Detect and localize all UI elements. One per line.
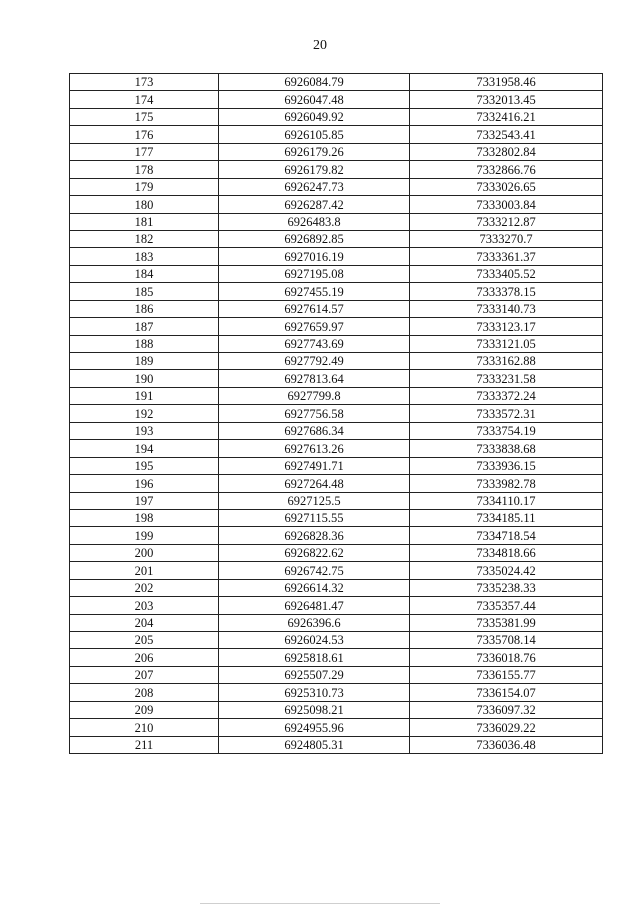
x-coordinate-cell: 6927264.48 bbox=[219, 475, 410, 492]
table-row bbox=[70, 265, 603, 282]
table-row bbox=[70, 178, 603, 195]
y-coordinate-cell: 7336018.76 bbox=[410, 649, 603, 666]
x-coordinate-cell: 6927016.19 bbox=[219, 248, 410, 265]
table-row bbox=[70, 108, 603, 125]
table-row bbox=[70, 353, 603, 370]
x-coordinate-cell: 6925098.21 bbox=[219, 701, 410, 718]
table-row bbox=[70, 649, 603, 666]
y-coordinate-cell: 7333026.65 bbox=[410, 178, 603, 195]
y-coordinate-cell: 7333140.73 bbox=[410, 300, 603, 317]
point-number-cell: 193 bbox=[70, 422, 219, 439]
point-number-cell: 207 bbox=[70, 666, 219, 683]
x-coordinate-cell: 6926179.82 bbox=[219, 161, 410, 178]
y-coordinate-cell: 7332543.41 bbox=[410, 126, 603, 143]
x-coordinate-cell: 6925818.61 bbox=[219, 649, 410, 666]
y-coordinate-cell: 7333372.24 bbox=[410, 387, 603, 404]
table-row bbox=[70, 422, 603, 439]
point-number-cell: 208 bbox=[70, 684, 219, 701]
point-number-cell: 192 bbox=[70, 405, 219, 422]
table-row bbox=[70, 318, 603, 335]
x-coordinate-cell: 6926024.53 bbox=[219, 632, 410, 649]
table-row bbox=[70, 632, 603, 649]
point-number-cell: 183 bbox=[70, 248, 219, 265]
table-row bbox=[70, 213, 603, 230]
table-row bbox=[70, 562, 603, 579]
y-coordinate-cell: 7333123.17 bbox=[410, 318, 603, 335]
point-number-cell: 205 bbox=[70, 632, 219, 649]
x-coordinate-cell: 6925310.73 bbox=[219, 684, 410, 701]
x-coordinate-cell: 6927792.49 bbox=[219, 353, 410, 370]
point-number-cell: 204 bbox=[70, 614, 219, 631]
point-number-cell: 177 bbox=[70, 143, 219, 160]
y-coordinate-cell: 7336154.07 bbox=[410, 684, 603, 701]
y-coordinate-cell: 7333754.19 bbox=[410, 422, 603, 439]
point-number-cell: 185 bbox=[70, 283, 219, 300]
coordinates-table-body bbox=[70, 74, 603, 754]
point-number-cell: 195 bbox=[70, 457, 219, 474]
y-coordinate-cell: 7333572.31 bbox=[410, 405, 603, 422]
y-coordinate-cell: 7333361.37 bbox=[410, 248, 603, 265]
y-coordinate-cell: 7333121.05 bbox=[410, 335, 603, 352]
x-coordinate-cell: 6927491.71 bbox=[219, 457, 410, 474]
x-coordinate-cell: 6926179.26 bbox=[219, 143, 410, 160]
y-coordinate-cell: 7335357.44 bbox=[410, 597, 603, 614]
x-coordinate-cell: 6927613.26 bbox=[219, 440, 410, 457]
y-coordinate-cell: 7332802.84 bbox=[410, 143, 603, 160]
point-number-cell: 189 bbox=[70, 353, 219, 370]
y-coordinate-cell: 7336036.48 bbox=[410, 736, 603, 753]
x-coordinate-cell: 6927659.97 bbox=[219, 318, 410, 335]
point-number-cell: 203 bbox=[70, 597, 219, 614]
point-number-cell: 179 bbox=[70, 178, 219, 195]
y-coordinate-cell: 7332416.21 bbox=[410, 108, 603, 125]
point-number-cell: 196 bbox=[70, 475, 219, 492]
y-coordinate-cell: 7333003.84 bbox=[410, 196, 603, 213]
table-row bbox=[70, 579, 603, 596]
point-number-cell: 173 bbox=[70, 74, 219, 91]
point-number-cell: 194 bbox=[70, 440, 219, 457]
x-coordinate-cell: 6926247.73 bbox=[219, 178, 410, 195]
table-row bbox=[70, 161, 603, 178]
y-coordinate-cell: 7335238.33 bbox=[410, 579, 603, 596]
table-row bbox=[70, 597, 603, 614]
x-coordinate-cell: 6926828.36 bbox=[219, 527, 410, 544]
point-number-cell: 190 bbox=[70, 370, 219, 387]
point-number-cell: 175 bbox=[70, 108, 219, 125]
table-row bbox=[70, 230, 603, 247]
y-coordinate-cell: 7336029.22 bbox=[410, 719, 603, 736]
table-row bbox=[70, 405, 603, 422]
y-coordinate-cell: 7335708.14 bbox=[410, 632, 603, 649]
point-number-cell: 201 bbox=[70, 562, 219, 579]
table-row bbox=[70, 457, 603, 474]
x-coordinate-cell: 6926892.85 bbox=[219, 230, 410, 247]
table-row bbox=[70, 335, 603, 352]
x-coordinate-cell: 6924805.31 bbox=[219, 736, 410, 753]
x-coordinate-cell: 6926396.6 bbox=[219, 614, 410, 631]
point-number-cell: 178 bbox=[70, 161, 219, 178]
point-number-cell: 211 bbox=[70, 736, 219, 753]
table-row bbox=[70, 701, 603, 718]
y-coordinate-cell: 7335381.99 bbox=[410, 614, 603, 631]
x-coordinate-cell: 6926105.85 bbox=[219, 126, 410, 143]
x-coordinate-cell: 6927455.19 bbox=[219, 283, 410, 300]
point-number-cell: 209 bbox=[70, 701, 219, 718]
page-number: 20 bbox=[313, 38, 327, 53]
table-row bbox=[70, 544, 603, 561]
point-number-cell: 174 bbox=[70, 91, 219, 108]
point-number-cell: 176 bbox=[70, 126, 219, 143]
x-coordinate-cell: 6927614.57 bbox=[219, 300, 410, 317]
table-row bbox=[70, 527, 603, 544]
y-coordinate-cell: 7334110.17 bbox=[410, 492, 603, 509]
y-coordinate-cell: 7335024.42 bbox=[410, 562, 603, 579]
x-coordinate-cell: 6926742.75 bbox=[219, 562, 410, 579]
table-row bbox=[70, 126, 603, 143]
coordinates-table bbox=[69, 73, 603, 754]
point-number-cell: 197 bbox=[70, 492, 219, 509]
point-number-cell: 180 bbox=[70, 196, 219, 213]
table-row bbox=[70, 370, 603, 387]
point-number-cell: 206 bbox=[70, 649, 219, 666]
x-coordinate-cell: 6926049.92 bbox=[219, 108, 410, 125]
x-coordinate-cell: 6927115.55 bbox=[219, 509, 410, 526]
table-row bbox=[70, 492, 603, 509]
table-row bbox=[70, 475, 603, 492]
y-coordinate-cell: 7334818.66 bbox=[410, 544, 603, 561]
point-number-cell: 187 bbox=[70, 318, 219, 335]
x-coordinate-cell: 6927813.64 bbox=[219, 370, 410, 387]
x-coordinate-cell: 6927743.69 bbox=[219, 335, 410, 352]
table-row bbox=[70, 387, 603, 404]
coordinates-table-container bbox=[69, 73, 602, 754]
point-number-cell: 181 bbox=[70, 213, 219, 230]
y-coordinate-cell: 7333231.58 bbox=[410, 370, 603, 387]
table-row bbox=[70, 684, 603, 701]
y-coordinate-cell: 7333270.7 bbox=[410, 230, 603, 247]
y-coordinate-cell: 7333838.68 bbox=[410, 440, 603, 457]
table-row bbox=[70, 440, 603, 457]
y-coordinate-cell: 7336097.32 bbox=[410, 701, 603, 718]
y-coordinate-cell: 7333936.15 bbox=[410, 457, 603, 474]
scan-edge-line bbox=[200, 903, 440, 904]
point-number-cell: 210 bbox=[70, 719, 219, 736]
table-row bbox=[70, 509, 603, 526]
x-coordinate-cell: 6926047.48 bbox=[219, 91, 410, 108]
point-number-cell: 198 bbox=[70, 509, 219, 526]
y-coordinate-cell: 7333378.15 bbox=[410, 283, 603, 300]
y-coordinate-cell: 7334718.54 bbox=[410, 527, 603, 544]
point-number-cell: 186 bbox=[70, 300, 219, 317]
x-coordinate-cell: 6927686.34 bbox=[219, 422, 410, 439]
point-number-cell: 188 bbox=[70, 335, 219, 352]
point-number-cell: 199 bbox=[70, 527, 219, 544]
table-row bbox=[70, 196, 603, 213]
x-coordinate-cell: 6926614.32 bbox=[219, 579, 410, 596]
x-coordinate-cell: 6926084.79 bbox=[219, 74, 410, 91]
y-coordinate-cell: 7332013.45 bbox=[410, 91, 603, 108]
table-row bbox=[70, 143, 603, 160]
table-row bbox=[70, 74, 603, 91]
table-row bbox=[70, 248, 603, 265]
table-row bbox=[70, 614, 603, 631]
x-coordinate-cell: 6926483.8 bbox=[219, 213, 410, 230]
table-row bbox=[70, 719, 603, 736]
table-row bbox=[70, 91, 603, 108]
x-coordinate-cell: 6926287.42 bbox=[219, 196, 410, 213]
x-coordinate-cell: 6927756.58 bbox=[219, 405, 410, 422]
y-coordinate-cell: 7333982.78 bbox=[410, 475, 603, 492]
y-coordinate-cell: 7333162.88 bbox=[410, 353, 603, 370]
y-coordinate-cell: 7334185.11 bbox=[410, 509, 603, 526]
table-row bbox=[70, 736, 603, 753]
x-coordinate-cell: 6927195.08 bbox=[219, 265, 410, 282]
x-coordinate-cell: 6924955.96 bbox=[219, 719, 410, 736]
table-row bbox=[70, 283, 603, 300]
y-coordinate-cell: 7333405.52 bbox=[410, 265, 603, 282]
point-number-cell: 202 bbox=[70, 579, 219, 596]
point-number-cell: 200 bbox=[70, 544, 219, 561]
x-coordinate-cell: 6925507.29 bbox=[219, 666, 410, 683]
x-coordinate-cell: 6926481.47 bbox=[219, 597, 410, 614]
y-coordinate-cell: 7331958.46 bbox=[410, 74, 603, 91]
point-number-cell: 191 bbox=[70, 387, 219, 404]
table-row bbox=[70, 666, 603, 683]
table-row bbox=[70, 300, 603, 317]
x-coordinate-cell: 6926822.62 bbox=[219, 544, 410, 561]
point-number-cell: 184 bbox=[70, 265, 219, 282]
point-number-cell: 182 bbox=[70, 230, 219, 247]
y-coordinate-cell: 7332866.76 bbox=[410, 161, 603, 178]
x-coordinate-cell: 6927125.5 bbox=[219, 492, 410, 509]
y-coordinate-cell: 7333212.87 bbox=[410, 213, 603, 230]
y-coordinate-cell: 7336155.77 bbox=[410, 666, 603, 683]
x-coordinate-cell: 6927799.8 bbox=[219, 387, 410, 404]
